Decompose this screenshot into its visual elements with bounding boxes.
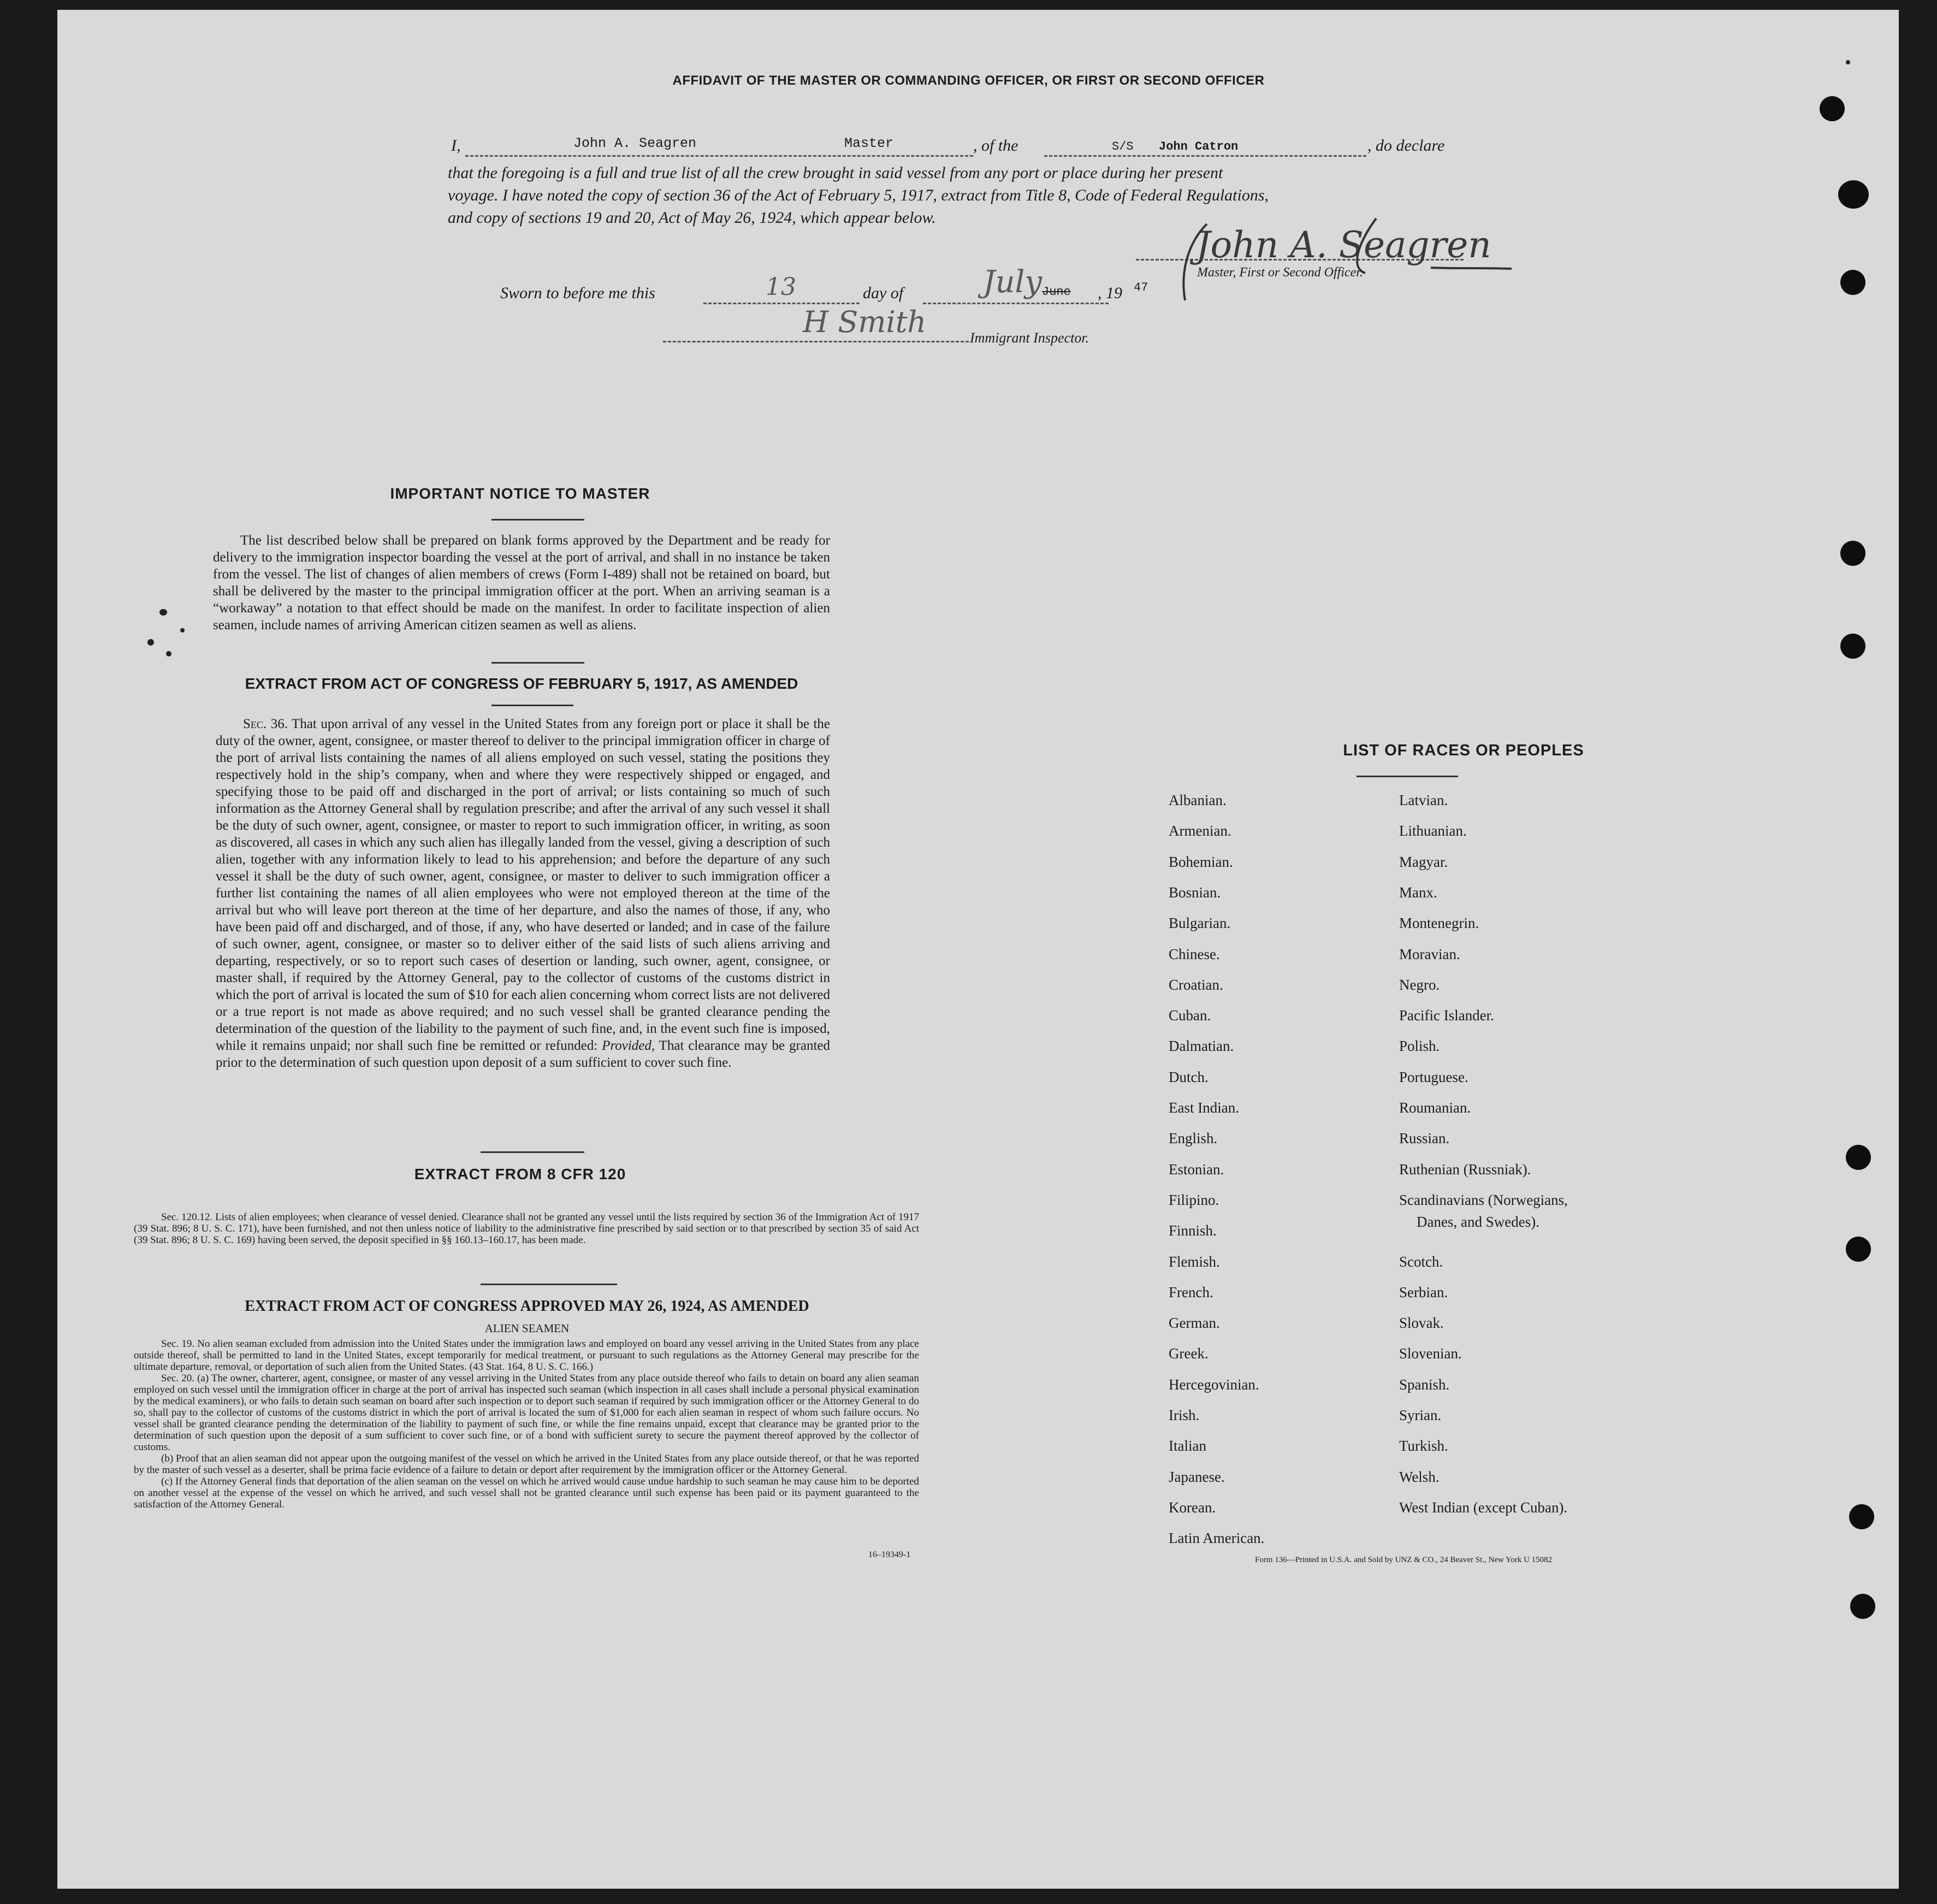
race-item: Moravian. [1399, 946, 1460, 962]
sec-19: Sec. 19. No alien seaman excluded from admission into the United States under the immigration laws and employed on board any vessel arriving in the United States from any place outside thereof, shall be permitted to land in the United States, except temporarily for medical treatment, or pursuant to such regulations as the Attorney General may prescribe for the ultimate departure, removal, or deportation of such alien from the United States. (43 Stat. 164, 8 U. S. C. 166.) [134, 1338, 919, 1373]
do-declare-label: , do declare [1367, 137, 1445, 155]
race-item: Italian [1169, 1438, 1206, 1454]
extract-1917-sec: Sec. 36. [243, 717, 288, 731]
race-item: Korean. [1169, 1499, 1216, 1516]
race-item: Scandinavians (Norwegians, [1399, 1192, 1568, 1208]
month-line [923, 303, 1109, 304]
vessel-line [1044, 155, 1366, 157]
race-item: Slovak. [1399, 1315, 1444, 1331]
race-item: Spanish. [1399, 1376, 1450, 1393]
race-item: Greek. [1169, 1345, 1209, 1362]
race-item: Croatian. [1169, 977, 1223, 993]
binder-hole [1849, 1504, 1874, 1529]
day-of-label: day of [863, 284, 904, 302]
race-item: German. [1169, 1315, 1220, 1331]
race-item: Cuban. [1169, 1007, 1211, 1024]
race-item: Irish. [1169, 1407, 1200, 1423]
race-item: Lithuanian. [1399, 823, 1467, 839]
inspector-caption: Immigrant Inspector. [970, 330, 1089, 346]
race-item: Estonian. [1169, 1161, 1224, 1178]
race-item: Ruthenian (Russniak). [1399, 1161, 1531, 1178]
binder-hole [1846, 1145, 1871, 1170]
affidavit-title: AFFIDAVIT OF THE MASTER OR COMMANDING OFFICER, OR FIRST OR SECOND OFFICER [672, 73, 1265, 88]
binder-hole [1840, 270, 1865, 295]
notice-title: IMPORTANT NOTICE TO MASTER [390, 485, 650, 502]
ink-speck [159, 609, 167, 616]
vessel-name: John Catron [1159, 140, 1239, 153]
extract-1917-body [216, 716, 830, 1071]
cfr-body: Sec. 120.12. Lists of alien employees; when clearance of vessel denied. Clearance shall not be granted any vessel until the lists required by section 36 of the Immigration Act of 1917 (39 Stat. 896; 8 U. S. C. 171), have been furnished, and not then unless notice of liability to the administrative fine prescribed by said section or to that prescribed by section 35 of said Act (39 Stat. 896; 8 U. S. C. 169) having been served, the deposit specified in §§ 160.13–160.17, has been made. [134, 1211, 919, 1246]
inspector-signature: H Smith [803, 305, 927, 339]
race-item: Magyar. [1399, 854, 1448, 870]
sworn-label: Sworn to before me this [500, 284, 655, 302]
race-item: Syrian. [1399, 1407, 1442, 1423]
affidavit-i: I, [451, 137, 461, 155]
race-item: Dutch. [1169, 1069, 1209, 1085]
binder-hole [1850, 1594, 1875, 1619]
race-item: Latin American. [1169, 1530, 1265, 1546]
races-rule [1357, 776, 1458, 777]
binder-hole [1840, 541, 1865, 566]
race-item: Finnish. [1169, 1222, 1217, 1239]
ink-speck [180, 628, 185, 632]
race-item: Polish. [1399, 1038, 1440, 1054]
extract-1924-title: EXTRACT FROM ACT OF CONGRESS APPROVED MAY 26, 1924, AS AMENDED [245, 1298, 809, 1315]
notice-rule [491, 519, 584, 521]
signature-flourish [1169, 208, 1518, 311]
vessel-prefix: S/S [1112, 140, 1134, 153]
form-footer: Form 136—Printed in U.S.A. and Sold by UNZ & CO., 24 Beaver St., New York U 15082 [1255, 1556, 1553, 1564]
race-item: Filipino. [1169, 1192, 1219, 1208]
extract-1917-proviso-label: Provided, [602, 1038, 655, 1053]
race-continuation: Danes, and Swedes). [1417, 1214, 1539, 1230]
race-item: Portuguese. [1399, 1069, 1468, 1085]
extract-1924-subtitle: ALIEN SEAMEN [484, 1322, 570, 1335]
race-item: Bulgarian. [1169, 915, 1231, 931]
race-item: Slovenian. [1399, 1345, 1462, 1362]
month-printed: June [1042, 285, 1071, 299]
affidavit-body: that the foregoing is a full and true list of all the crew brought in said vessel from any port or place during her present voyage. I have noted the copy of section 36 of the Act of February 5, 1917, extract from Title 8, Code of Federal Regulations, and copy of sections 19 and 20, Act of May 26, 1924, which appear below. [448, 164, 1269, 227]
race-item: Welsh. [1399, 1469, 1440, 1485]
month-handwritten: July [983, 264, 1042, 300]
cfr-end-rule [481, 1284, 617, 1285]
races-title: LIST OF RACES OR PEOPLES [1343, 742, 1584, 759]
race-item: Japanese. [1169, 1469, 1225, 1485]
race-item: Serbian. [1399, 1284, 1448, 1300]
race-item: Bohemian. [1169, 854, 1233, 870]
race-item: Turkish. [1399, 1438, 1448, 1454]
cfr-top-rule [481, 1151, 584, 1153]
race-item: Roumanian. [1399, 1099, 1471, 1116]
ink-speck [166, 651, 171, 657]
ink-speck [1846, 60, 1850, 64]
race-item: West Indian (except Cuban). [1399, 1499, 1568, 1516]
race-item: Manx. [1399, 884, 1437, 901]
extract-1917-proviso-text: That clearance may be granted prior to the determination of such question upon deposit of a sum sufficient to cover such fine. [216, 1038, 830, 1070]
race-item: Scotch. [1399, 1253, 1443, 1270]
binder-hole [1840, 634, 1865, 659]
extract-1917-text: That upon arrival of any vessel in the United States from any foreign port or place it shall be the duty of the owner, agent, consignee, or master thereof to deliver to the principal immigration officer in charge of the port of arrival lists containing the names of all aliens employed on such vessel, stating the positions they respectively hold in the ship’s company, when and where they were respectively shipped or engaged, and specifying those to be paid off and discharged in the port of arrival; or lists containing so much of such information as the Attorney General shall by regulation prescribe; and after the arrival of any such vessel it shall be the duty of such owner, agent, consignee, or master to report to such immigration officer, in writing, as soon as discovered, all cases in which any such alien has illegally landed from the vessel, giving a description of such alien, together with any information likely to lead to his apprehension; and before the departure of any such vessel it shall be the duty of such owner, agent, consignee, or master to deliver to such immigration officer a further list containing the names of all alien employees who were not employed thereon at the time of the arrival but who will leave port thereon at the time of her departure, and also the names of those, if any, who have been paid off and discharged, and of those, if any, who have deserted or landed; and in case of the failure of such owner, agent, consignee, or master so to deliver either of the said lists of such aliens arriving and departing, respectively, or so to report such cases of desertion or landing, such owner, agent, consignee, or master shall, if required by the Attorney General, pay to the collector of customs of the customs district in which the port of arrival is located the sum of $10 for each alien concerning whom correct lists are not delivered or a true report is not made as above required; and no such vessel shall be granted clearance pending the determination of the question of the liability to the payment of such fine, and, in the event such fine is imposed, while it remains unpaid; nor shall such fine be remitted or refunded: [216, 717, 830, 1053]
ink-speck [147, 639, 154, 646]
extract-1917-title: EXTRACT FROM ACT OF CONGRESS OF FEBRUARY 5, 1917, AS AMENDED [245, 675, 798, 692]
signer-caption: Master, First or Second Officer. [1197, 265, 1363, 280]
race-item: Chinese. [1169, 946, 1220, 962]
binder-hole [1838, 180, 1869, 209]
master-signature: John A. Seagren [1196, 224, 1491, 266]
extract-1924-body [134, 1338, 919, 1510]
race-item: Russian. [1399, 1130, 1450, 1146]
race-item: Flemish. [1169, 1253, 1220, 1270]
inspector-line [663, 341, 969, 342]
race-item: Dalmatian. [1169, 1038, 1234, 1054]
race-item: Latvian. [1399, 792, 1448, 808]
of-the-label: , of the [973, 137, 1018, 155]
master-position: Master [844, 135, 894, 151]
sec-20a: Sec. 20. (a) The owner, charterer, agent, consignee, or master of any vessel arriving in the United States from any place outside thereof who fails to detain on board any alien seaman employed on such vessel until the immigration officer in charge at the port of arrival has inspected such seaman (which inspection in all cases shall include a personal physical examination by the medical examiners), or who fails to detain such seaman on board after such inspection or to deport such seaman if required by such immigration officer or the Attorney General to do so, shall pay to the collector of customs of the customs district in which the port of arrival is located the sum of $1,000 for each alien seaman in respect of whom such failure occurs. No vessel shall be granted clearance pending the determination of the liability to payment of such fine, or while the fine remains unpaid, except that clearance may be granted prior to the determination of such question upon the deposit of a sum sufficient to cover such fine, or of a bond with sufficient surety to secure the payment thereof approved by the collector of customs. [134, 1373, 919, 1453]
binder-hole [1820, 96, 1845, 121]
race-item: English. [1169, 1130, 1218, 1146]
race-item: Pacific Islander. [1399, 1007, 1494, 1024]
flourish-stroke [1183, 224, 1207, 300]
day-handwritten: 13 [766, 273, 796, 301]
notice-body: The list described below shall be prepared on blank forms approved by the Department and be ready for delivery to the immigration inspector boarding the vessel at the port of arrival, and shall in no instance be taken from the vessel. The list of changes of alien members of crews (Form I-489) shall not be retained on board, but shall be delivered by the master to the principal immigration officer at the port. When an arriving seaman is a “workaway” a notation to that effect should be made on the manifest. In order to facilitate inspection of alien seamen, include names of arriving American citizen seamen as well as aliens. [213, 533, 830, 632]
year-suffix: 47 [1134, 281, 1148, 294]
name-line [465, 155, 973, 157]
sec-20c: (c) If the Attorney General finds that deportation of the alien seaman on the vessel on which he arrived would cause undue hardship to such seaman he may cause him to be deported on another vessel at the expense of the vessel on which he arrived, and such vessel shall not be granted clearance until such expense has been paid or its payment guaranteed to the satisfaction of the Attorney General. [134, 1476, 919, 1510]
race-item: Montenegrin. [1399, 915, 1479, 931]
flourish-underline [1431, 268, 1512, 269]
race-item: Negro. [1399, 977, 1440, 993]
race-item: Armenian. [1169, 823, 1231, 839]
binder-hole [1846, 1237, 1871, 1262]
sec-20b: (b) Proof that an alien seaman did not appear upon the outgoing manifest of the vessel on which he arrived in the United States from any place outside thereof, or that he was reported by the master of such vessel as a deserter, shall be prima facie evidence of a failure to detain or deport after requirement by the immigration officer or the Attorney General. [134, 1453, 919, 1476]
notice-end-rule [491, 662, 584, 664]
cfr-title: EXTRACT FROM 8 CFR 120 [414, 1166, 626, 1182]
day-line [703, 303, 860, 304]
race-item: French. [1169, 1284, 1213, 1300]
master-name: John A. Seagren [573, 135, 697, 151]
race-item: East Indian. [1169, 1099, 1239, 1116]
race-item: Bosnian. [1169, 884, 1221, 901]
print-code: 16–19349-1 [868, 1550, 911, 1559]
flourish-loop [1357, 218, 1376, 273]
race-item: Albanian. [1169, 792, 1227, 808]
extract-1917-rule [491, 705, 573, 706]
race-item: Hercegovinian. [1169, 1376, 1259, 1393]
year-prefix: , 19 [1098, 284, 1122, 302]
